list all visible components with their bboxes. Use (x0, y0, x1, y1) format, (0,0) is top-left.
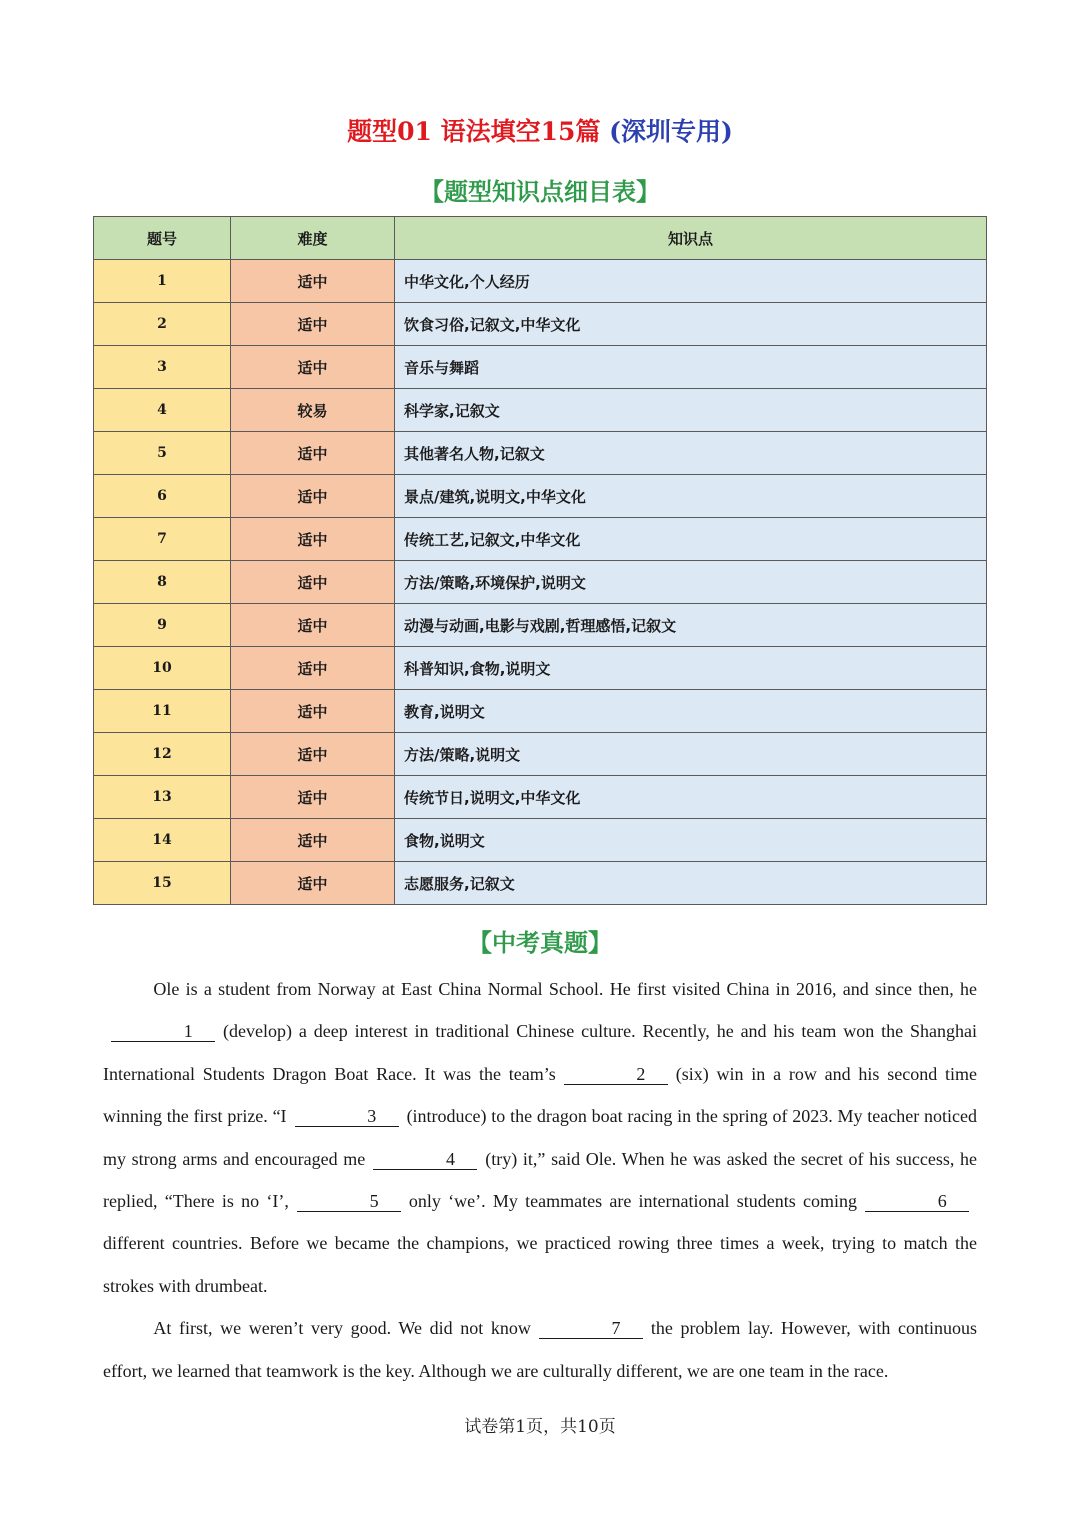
cloze-blank-1[interactable]: 1 (111, 1021, 215, 1042)
row-number: 5 (94, 432, 231, 475)
row-number: 14 (94, 819, 231, 862)
table-row (94, 733, 987, 776)
table-row (94, 260, 987, 303)
cloze-blank-4[interactable]: 4 (373, 1149, 477, 1170)
table-row (94, 561, 987, 604)
row-number: 11 (94, 690, 231, 733)
table-row (94, 862, 987, 905)
cloze-blank-2[interactable]: 2 (564, 1064, 668, 1085)
title-main: 题型01 语法填空15篇 (347, 117, 601, 146)
header-topics: 知识点 (395, 217, 987, 260)
table-row (94, 389, 987, 432)
passage-text: (develop) a deep interest in traditional Chinese culture. Recently, he and his team won the Shanghai International Students Dragon Boat Race. It was the team’s (103, 1021, 977, 1084)
row-difficulty: 适中 (231, 561, 395, 604)
row-number: 15 (94, 862, 231, 905)
row-topics: 传统工艺,记叙文,中华文化 (395, 518, 987, 561)
cloze-passage (103, 968, 977, 1392)
passage-text: Ole is a student from Norway at East China Normal School. He first visited China in 2016, and since then, he (153, 979, 977, 999)
cloze-blank-3[interactable]: 3 (295, 1106, 399, 1127)
passage-text: (try) it,” said Ole. When he was asked the secret of his success, he replied, “There is no ‘I’, (103, 1148, 978, 1212)
row-number: 12 (94, 733, 231, 776)
table-row (94, 346, 987, 389)
passage-text: At first, we weren’t very good. We did not know (153, 1318, 531, 1339)
row-topics: 动漫与动画,电影与戏剧,哲理感悟,记叙文 (395, 604, 987, 647)
row-difficulty: 较易 (231, 389, 395, 432)
passage-text: the problem lay. However, with continuous effort, we learned that teamwork is the key. Although we are culturally different, we are one team in the race. (103, 1318, 977, 1381)
passage-text: only ‘we’. My teammates are international students coming (408, 1191, 857, 1212)
row-topics: 方法/策略,说明文 (395, 733, 987, 776)
row-difficulty: 适中 (231, 260, 395, 303)
row-difficulty: 适中 (231, 303, 395, 346)
row-difficulty: 适中 (231, 733, 395, 776)
row-topics: 志愿服务,记叙文 (395, 862, 987, 905)
table-row (94, 303, 987, 346)
passage-text: (six) win in a row and his second time winning the first prize. “I (103, 1063, 977, 1127)
row-difficulty: 适中 (231, 776, 395, 819)
table-row (94, 518, 987, 561)
row-topics: 传统节日,说明文,中华文化 (395, 776, 987, 819)
passage-paragraph-2 (103, 1307, 977, 1392)
passage-paragraph-1 (103, 968, 977, 1307)
row-difficulty: 适中 (231, 647, 395, 690)
row-topics: 饮食习俗,记叙文,中华文化 (395, 303, 987, 346)
row-number: 4 (94, 389, 231, 432)
row-difficulty: 适中 (231, 346, 395, 389)
row-number: 13 (94, 776, 231, 819)
row-topics: 中华文化,个人经历 (395, 260, 987, 303)
row-difficulty: 适中 (231, 432, 395, 475)
row-topics: 音乐与舞蹈 (395, 346, 987, 389)
row-topics: 其他著名人物,记叙文 (395, 432, 987, 475)
row-number: 9 (94, 604, 231, 647)
table-row (94, 604, 987, 647)
row-difficulty: 适中 (231, 475, 395, 518)
row-topics: 科普知识,食物,说明文 (395, 647, 987, 690)
passage-text: (introduce) to the dragon boat racing in the spring of 2023. My teacher noticed my strong arms and encouraged me (103, 1106, 977, 1169)
row-topics: 景点/建筑,说明文,中华文化 (395, 475, 987, 518)
row-topics: 科学家,记叙文 (395, 389, 987, 432)
table-row (94, 475, 987, 518)
row-number: 6 (94, 475, 231, 518)
exam-heading: 【中考真题】 (468, 929, 612, 957)
row-difficulty: 适中 (231, 604, 395, 647)
row-number: 3 (94, 346, 231, 389)
row-difficulty: 适中 (231, 690, 395, 733)
row-topics: 方法/策略,环境保护,说明文 (395, 561, 987, 604)
table-row (94, 690, 987, 733)
cloze-blank-7[interactable]: 7 (539, 1318, 643, 1339)
page-footer: 试卷第1页，共10页 (464, 1417, 616, 1437)
table-row (94, 647, 987, 690)
cloze-blank-5[interactable]: 5 (297, 1191, 401, 1212)
row-difficulty: 适中 (231, 862, 395, 905)
row-topics: 食物,说明文 (395, 819, 987, 862)
table-row (94, 432, 987, 475)
row-number: 7 (94, 518, 231, 561)
table-row (94, 819, 987, 862)
cloze-blank-6[interactable]: 6 (865, 1191, 969, 1212)
row-number: 8 (94, 561, 231, 604)
header-difficulty: 难度 (231, 217, 395, 260)
row-number: 10 (94, 647, 231, 690)
row-topics: 教育,说明文 (395, 690, 987, 733)
row-difficulty: 适中 (231, 518, 395, 561)
header-number: 题号 (94, 217, 231, 260)
title-region: (深圳专用) (609, 117, 733, 146)
table-row (94, 776, 987, 819)
table-heading: 【题型知识点细目表】 (420, 178, 660, 206)
knowledge-point-table (93, 216, 987, 905)
document-title (0, 112, 1080, 148)
passage-text: different countries. Before we became the champions, we practiced rowing three times a week, trying to match the strokes with drumbeat. (103, 1233, 977, 1296)
row-difficulty: 适中 (231, 819, 395, 862)
row-number: 1 (94, 260, 231, 303)
row-number: 2 (94, 303, 231, 346)
table-header-row (94, 217, 987, 260)
